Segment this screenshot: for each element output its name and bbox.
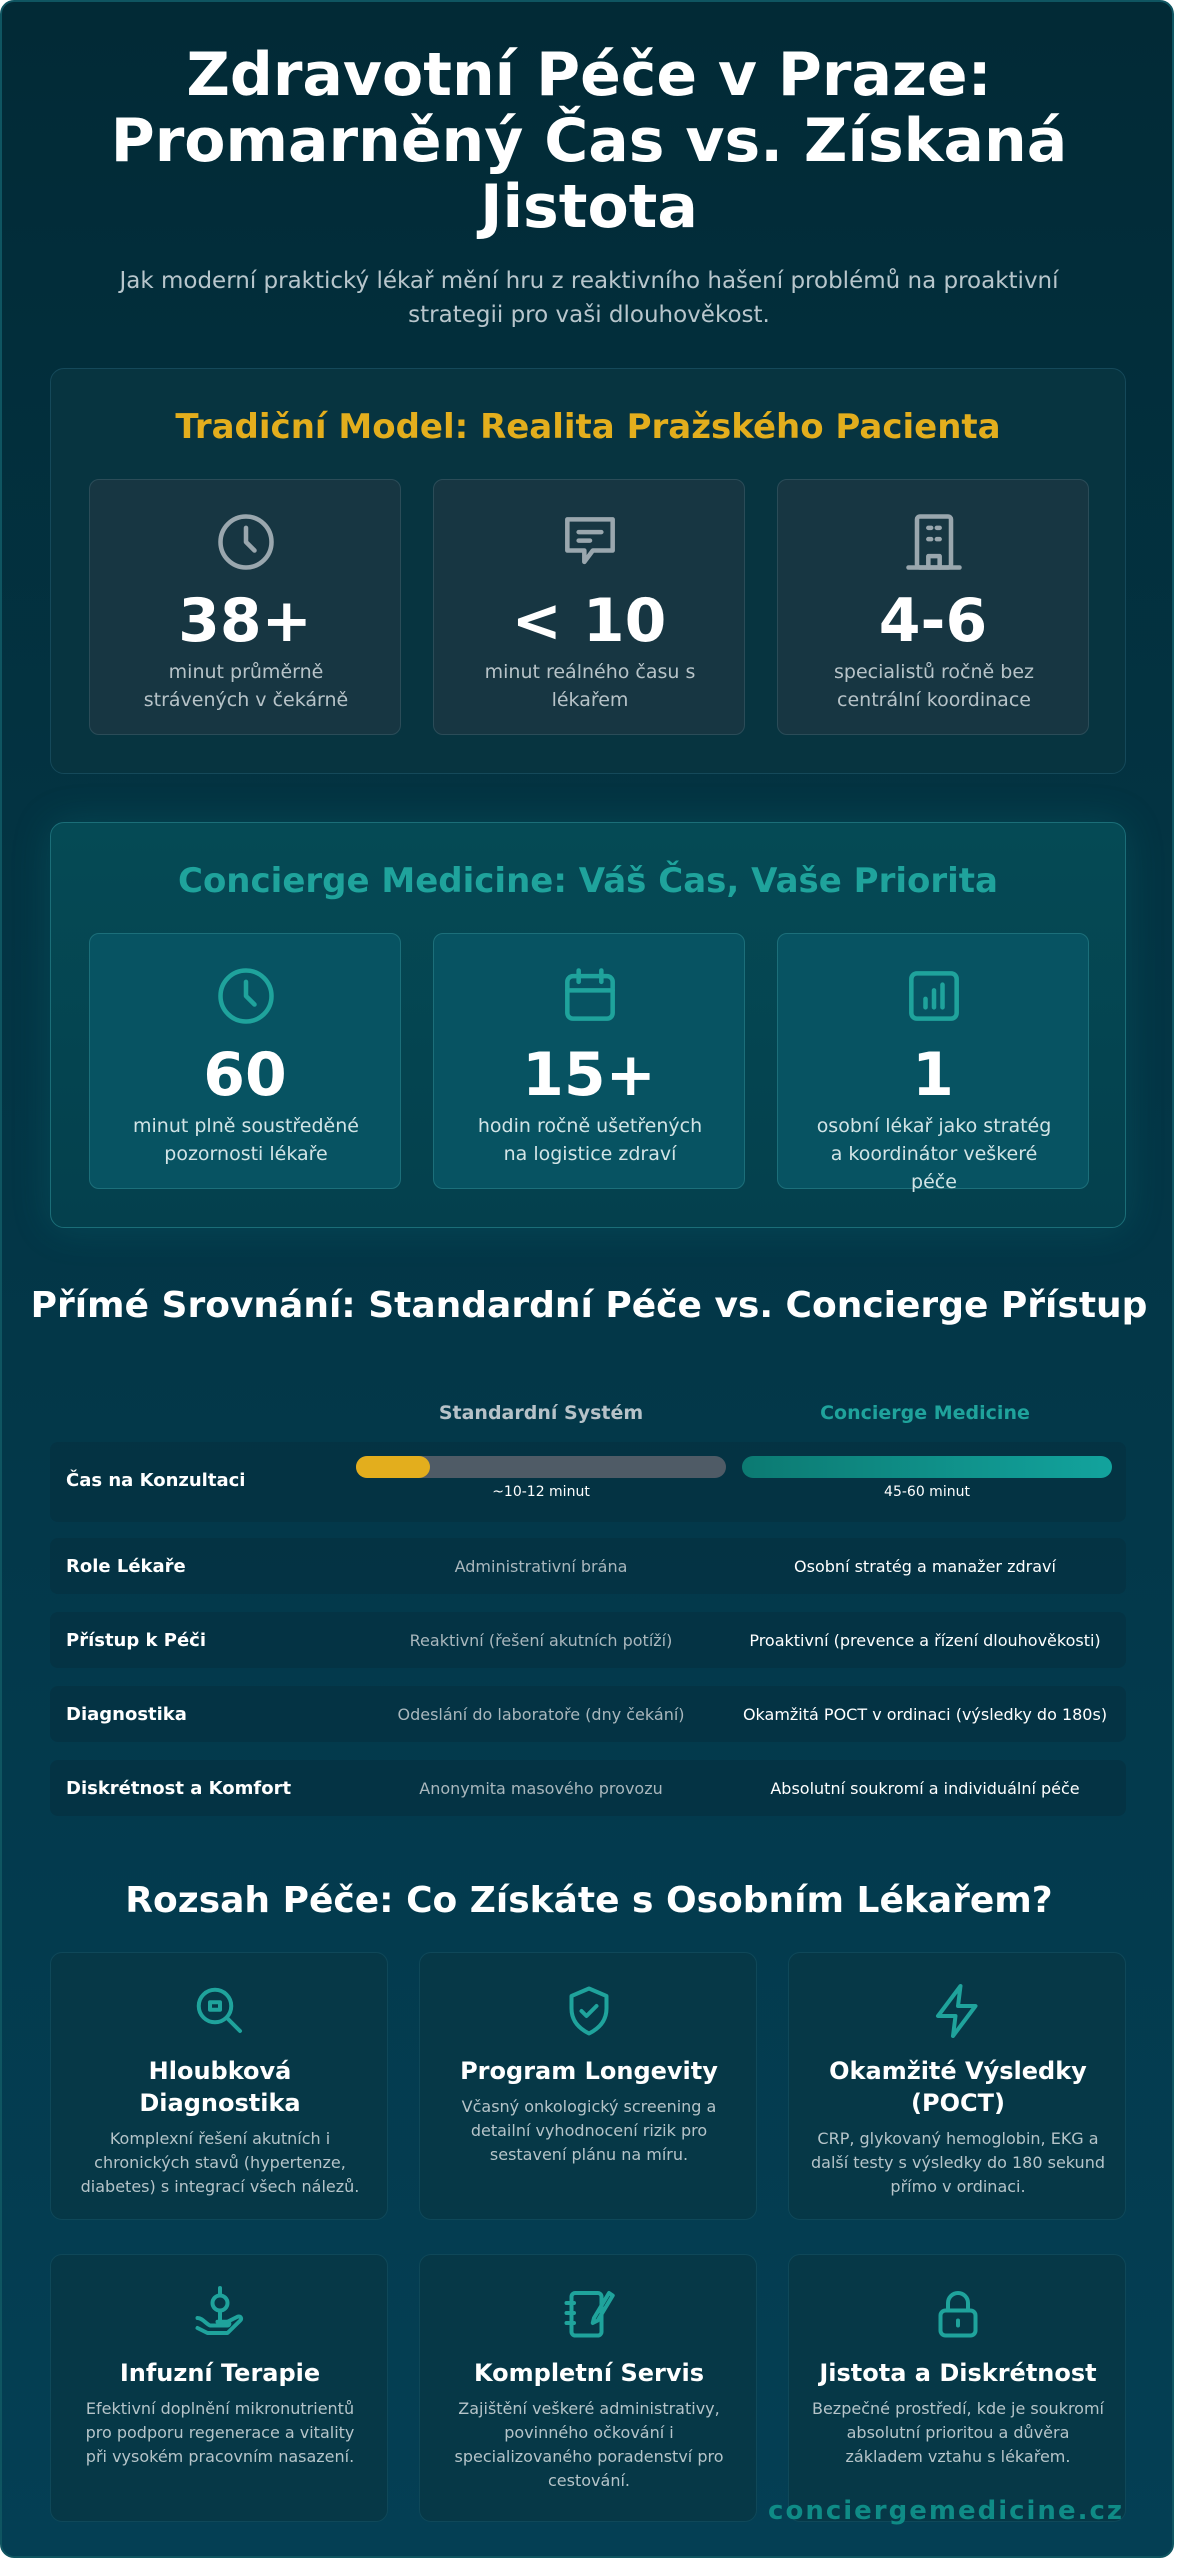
concierge-stat-saved-hours xyxy=(433,933,745,1189)
hero xyxy=(2,42,1174,332)
chat-icon xyxy=(556,508,624,576)
concierge-stat-one-doctor xyxy=(777,933,1089,1193)
stat-value: 38+ xyxy=(178,586,312,656)
card-description: CRP, glykovaný hemoglobin, EKG a další testy s výsledky do 180 sekund přímo v ordinaci. xyxy=(811,2129,1105,2196)
traditional-title: Tradiční Model: Realita Pražského Pacienta xyxy=(175,407,1001,447)
stat-value: < 10 xyxy=(511,586,667,656)
stat-value: 60 xyxy=(203,1040,287,1110)
column-header-concierge: Concierge Medicine xyxy=(820,1402,1030,1424)
card-title: Infuzní Terapie xyxy=(119,2359,321,2387)
standard-value: Odeslání do laboratoře (dny čekání) xyxy=(397,1705,685,1724)
website-link[interactable]: conciergemedicine.cz xyxy=(768,2496,1124,2526)
comparison-title: Přímé Srovnání: Standardní Péče vs. Concierge Přístup xyxy=(30,1285,1148,1326)
concierge-time-value: 45-60 minut xyxy=(884,1484,970,1500)
comparison-row-consultation-time xyxy=(50,1442,1126,1522)
scope-title: Rozsah Péče: Co Získáte s Osobním Lékařem? xyxy=(125,1880,1053,1921)
stat-label: minut průměrně strávených v čekárně xyxy=(143,661,349,711)
card-title: Jistota a Diskrétnost xyxy=(819,2359,1097,2387)
concierge-stat-attention xyxy=(89,933,401,1189)
page-subtitle: Jak moderní praktický lékař mění hru z reaktivního hašení problémů na proaktivní strategii pro vaši dlouhověkost. xyxy=(119,268,1059,328)
calendar-icon xyxy=(556,962,624,1030)
stat-label: minut plně soustředěné pozornosti lékaře xyxy=(133,1115,359,1165)
concierge-value: Proaktivní (prevence a řízení dlouhověkosti) xyxy=(749,1631,1101,1650)
row-label: Diagnostika xyxy=(66,1704,187,1725)
row-label: Přístup k Péči xyxy=(66,1630,207,1651)
traditional-stat-specialists xyxy=(777,479,1089,735)
stat-value: 15+ xyxy=(522,1040,656,1110)
concierge-time-bar xyxy=(742,1456,1112,1478)
standard-time-value: ~10-12 minut xyxy=(492,1484,590,1500)
standard-time-bar xyxy=(356,1456,430,1478)
stat-value: 4-6 xyxy=(878,586,988,656)
card-description: Včasný onkologický screening a detailní vyhodnocení rizik pro sestavení plánu na míru. xyxy=(461,2097,717,2164)
scope-card-infusion xyxy=(50,2254,388,2522)
comparison-row-doctor-role xyxy=(50,1538,1126,1594)
lightning-icon xyxy=(928,1981,988,2041)
card-title: Hloubková Diagnostika xyxy=(139,2057,301,2117)
traditional-panel xyxy=(50,368,1126,774)
standard-value: Reaktivní (řešení akutních potíží) xyxy=(409,1631,673,1650)
comparison-row-access xyxy=(50,1612,1126,1668)
chart-icon xyxy=(900,962,968,1030)
row-label: Role Lékaře xyxy=(66,1556,186,1577)
card-description: Komplexní řešení akutních i chronických stavů (hypertenze, diabetes) s integrací všech nálezů. xyxy=(80,2129,360,2196)
card-description: Efektivní doplnění mikronutrientů pro podporu regenerace a vitality při vysokém pracovním nasazení. xyxy=(85,2399,355,2466)
scope-card-longevity xyxy=(419,1952,757,2220)
standard-value: Anonymita masového provozu xyxy=(419,1779,663,1798)
scope-card-service xyxy=(419,2254,757,2522)
scope-card-diagnostics xyxy=(50,1952,388,2220)
concierge-value: Okamžitá POCT v ordinaci (výsledky do 180s) xyxy=(742,1705,1108,1724)
row-label: Čas na Konzultaci xyxy=(66,1470,246,1491)
row-label: Diskrétnost a Komfort xyxy=(66,1778,292,1799)
stat-label: osobní lékař jako stratég a koordinátor veškeré péče xyxy=(816,1115,1052,1193)
stat-label: minut reálného času s lékařem xyxy=(484,661,696,711)
clock-icon xyxy=(212,508,280,576)
concierge-value: Absolutní soukromí a individuální péče xyxy=(770,1779,1080,1798)
traditional-stat-doctor-time xyxy=(433,479,745,735)
column-header-standard: Standardní Systém xyxy=(438,1402,644,1424)
card-title: Okamžité Výsledky (POCT) xyxy=(829,2057,1087,2117)
shield-check-icon xyxy=(559,1981,619,2041)
stat-value: 1 xyxy=(912,1040,954,1110)
concierge-value: Osobní stratég a manažer zdraví xyxy=(794,1557,1056,1576)
card-title: Kompletní Servis xyxy=(473,2359,705,2387)
infusion-hand-icon xyxy=(190,2283,250,2343)
card-title: Program Longevity xyxy=(460,2057,718,2085)
standard-value: Administrativní brána xyxy=(454,1557,628,1576)
scope-card-discretion xyxy=(788,2254,1126,2522)
building-icon xyxy=(900,508,968,576)
card-description: Bezpečné prostředí, kde je soukromí absolutní prioritou a důvěra základem vztahu s lékařem. xyxy=(811,2399,1104,2466)
search-diagnostic-icon xyxy=(190,1981,250,2041)
notebook-pen-icon xyxy=(559,2283,619,2343)
comparison-row-discretion xyxy=(50,1760,1126,1816)
stat-label: specialistů ročně bez centrální koordinace xyxy=(834,661,1034,711)
scope-card-poct xyxy=(788,1952,1126,2220)
concierge-panel xyxy=(50,822,1126,1228)
lock-icon xyxy=(928,2283,988,2343)
page-title: Zdravotní Péče v Praze: Promarněný Čas vs. Získaná Jistota xyxy=(110,40,1068,242)
clock-icon xyxy=(212,962,280,1030)
comparison-row-diagnostics xyxy=(50,1686,1126,1742)
card-description: Zajištění veškeré administrativy, povinného očkování i specializovaného poradenství pro cestování. xyxy=(454,2399,724,2490)
traditional-stat-wait xyxy=(89,479,401,735)
stat-label: hodin ročně ušetřených na logistice zdraví xyxy=(477,1115,703,1165)
concierge-title: Concierge Medicine: Váš Čas, Vaše Priorita xyxy=(178,861,998,901)
